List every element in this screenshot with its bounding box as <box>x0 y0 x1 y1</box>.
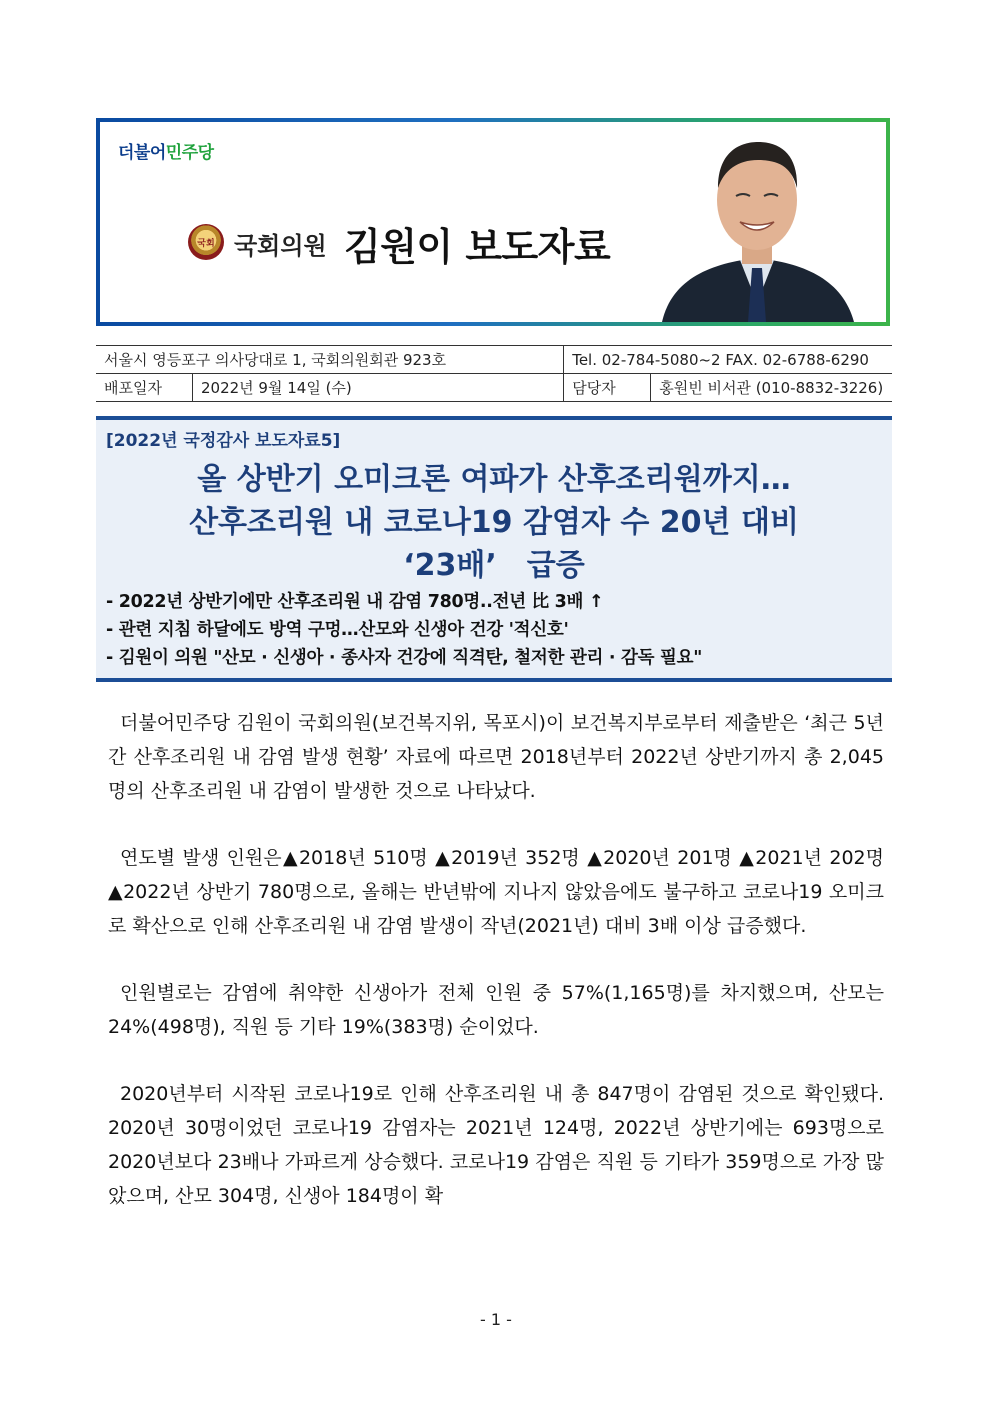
body-paragraph-4: 2020년부터 시작된 코로나19로 인해 산후조리원 내 총 847명이 감염된 것으로 확인됐다. 2020년 30명이었던 코로나19 감염자는 2021년 124명, 2022년 상반기에는 693명으로 2020년보다 23배나 가파르게 상승했다. 코로나19 감염은 직원 등 기타가 359명으로 가장 많았으며, 산모 304명, 신생아 184명이 확 <box>108 1083 884 1207</box>
sub-headline-2: - 관련 지침 하달에도 방역 구멍…산모와 신생아 건강 '적신호' <box>106 620 569 640</box>
body-paragraph-1: 더불어민주당 김원이 국회의원(보건복지위, 목포시)이 보건복지부로부터 제출받은 ‘최근 5년간 산후조리원 내 감염 발생 현황’ 자료에 따르면 2018년부터 2022년 상반기까지 총 2,045명의 산후조리원 내 감염이 발생한 것으로 나타났다. <box>108 712 884 802</box>
party-logo-prefix: 더불어 <box>118 143 166 163</box>
series-tag: [2022년 국정감사 보도자료5] <box>106 431 341 451</box>
member-label: 국회의원 <box>234 232 327 260</box>
date-label: 배포일자 <box>96 374 193 402</box>
person-label: 담당자 <box>564 374 651 402</box>
sub-headline-3: - 김원이 의원 "산모 · 신생아 · 종사자 건강에 직격탄, 철저한 관리 · 감독 필요" <box>106 648 703 668</box>
contact-info-table <box>96 345 892 402</box>
body-paragraph-3: 인원별로는 감염에 취약한 신생아가 전체 인원 중 57%(1,165명)를 차지했으며, 산모는 24%(498명), 직원 등 기타 19%(383명) 순이었다. <box>108 982 884 1038</box>
headline-box <box>96 416 892 682</box>
info-row-address <box>96 346 892 374</box>
info-row-date <box>96 374 892 402</box>
article-body <box>108 706 884 1246</box>
page-number: - 1 - <box>480 1310 512 1329</box>
party-logo-suffix: 민주당 <box>165 143 214 163</box>
headline-line-1: 올 상반기 오미크론 여파가 산후조리원까지… <box>197 462 791 497</box>
sub-headlines <box>106 588 702 672</box>
contact-text: Tel. 02-784-5080~2 FAX. 02-6788-6290 <box>564 346 892 374</box>
headline <box>96 458 892 587</box>
banner-title: 김원이 보도자료 <box>344 225 611 269</box>
national-assembly-seal-icon: 국회 <box>188 224 224 260</box>
body-paragraph-2: 연도별 발생 인원은▲2018년 510명 ▲2019년 352명 ▲2020년 201명 ▲2021년 202명 ▲2022년 상반기 780명으로, 올해는 반년밖에 지나지 않았음에도 불구하고 코로나19 오미크로 확산으로 인해 산후조리원 내 감염 발생이 작년(2021년) 대비 3배 이상 급증했다. <box>108 847 884 937</box>
portrait-photo <box>642 128 872 322</box>
headline-line-2: 산후조리원 내 코로나19 감염자 수 20년 대비 <box>189 505 799 540</box>
headline-line-3: ‘23배’ 급증 <box>403 548 585 583</box>
sub-headline-1: - 2022년 상반기에만 산후조리원 내 감염 780명..전년 比 3배 ↑ <box>106 592 604 612</box>
person-value: 홍원빈 비서관 (010-8832-3226) <box>651 374 892 402</box>
date-value: 2022년 9월 14일 (수) <box>193 374 564 402</box>
address-text: 서울시 영등포구 의사당대로 1, 국회의원회관 923호 <box>96 346 564 374</box>
press-release-banner <box>96 118 890 326</box>
party-logo <box>118 138 214 163</box>
